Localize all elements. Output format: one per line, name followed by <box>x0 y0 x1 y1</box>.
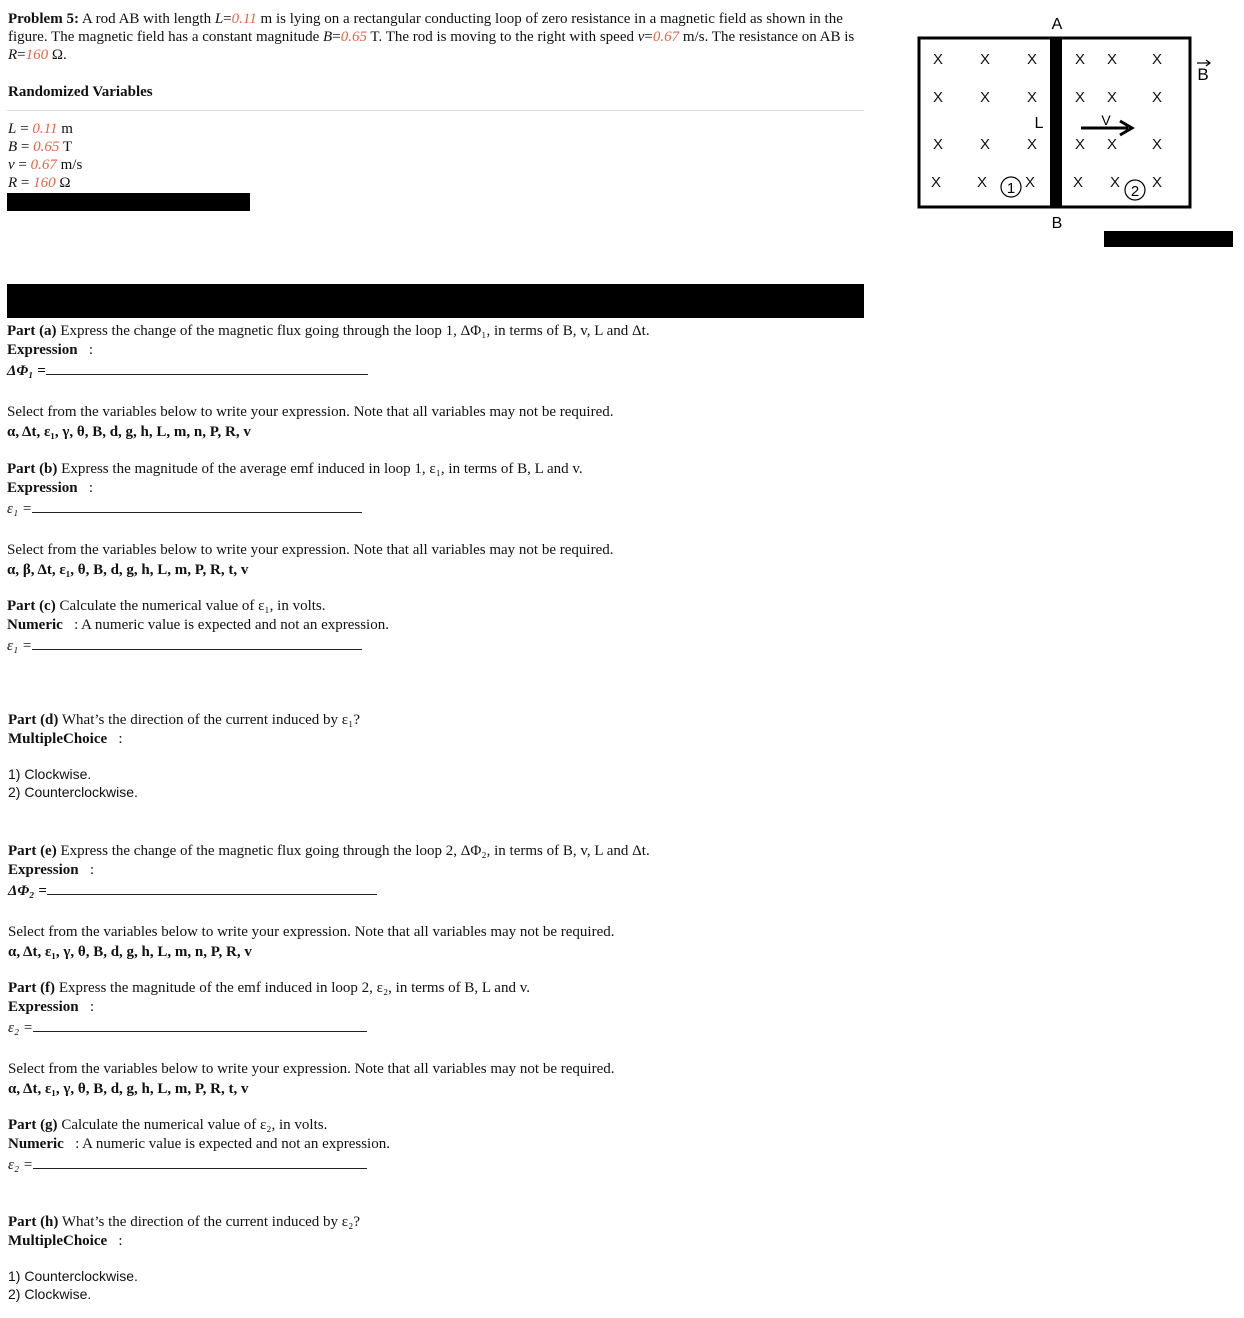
var-value: 160 <box>25 47 49 63</box>
part-label: Part (e) <box>8 843 57 859</box>
part-question: Calculate the numerical value of ε₁, in volts. <box>59 598 326 614</box>
x-mark: X <box>1026 136 1038 153</box>
part-label: Part (b) <box>7 461 58 477</box>
variables-note: Select from the variables below to write your expression. Note that all variables may not be required. <box>7 542 614 558</box>
x-mark: X <box>1072 174 1084 191</box>
x-mark: X <box>1074 51 1086 68</box>
field-label: B <box>1197 65 1209 84</box>
answer-label: ε₂ = <box>8 1157 33 1173</box>
problem-text: m is lying on a rectangular conducting loop of zero resistance in a magnetic field as shown in the figure. The magnetic field has a constant magnitude <box>8 11 843 45</box>
redaction-bar <box>7 193 250 211</box>
choice-option[interactable]: 1) Clockwise. <box>8 766 92 782</box>
problem-label: Problem 5: <box>8 11 79 27</box>
part-f: Part (f) Express the magnitude of the emf induced in loop 2, ε₂, in terms of B, L and v. Expression : ε₂ = Select from the variables below to write your expression. Note that all variables may not be required. α, Δt, ε₁, γ, θ, B, d, g, h, L, m, P, R, t, v <box>8 979 878 1099</box>
rod-ab <box>1050 38 1062 207</box>
x-mark: X <box>1151 89 1163 106</box>
randomized-heading: Randomized Variables <box>8 84 153 100</box>
answer-field[interactable] <box>32 498 362 513</box>
part-question: Express the change of the magnetic flux going through the loop 2, ΔΦ₂, in terms of B, v, L and Δt. <box>60 843 650 859</box>
part-label: Part (a) <box>7 323 57 339</box>
x-mark: X <box>1024 174 1036 191</box>
x-mark: X <box>979 136 991 153</box>
problem-text: T. The rod is moving to the right with speed <box>370 29 634 45</box>
x-mark: X <box>1106 136 1118 153</box>
answer-type: Expression <box>7 342 78 358</box>
var-symbol: v <box>637 29 645 45</box>
choice-option[interactable]: 1) Counterclockwise. <box>8 1268 138 1284</box>
randomized-item: v = 0.67 m/s <box>8 157 83 173</box>
answer-type-note: : A numeric value is expected and not an expression. <box>74 617 389 633</box>
part-e: Part (e) Express the change of the magnetic flux going through the loop 2, ΔΦ₂, in terms of B, v, L and Δt. Expression : ΔΦ₂ = Select from the variables below to write your expression. Note that all variables may not be required. α, Δt, ε₁, γ, θ, B, d, g, h, L, m, n, P, R, v <box>8 842 878 962</box>
problem-text: m/s. The resistance on AB is <box>682 29 855 45</box>
answer-label: ε₁ = <box>7 638 32 654</box>
part-question: Express the magnitude of the emf induced in loop 2, ε₂, in terms of B, L and v. <box>58 980 530 996</box>
x-mark: X <box>1151 136 1163 153</box>
answer-type-note: : A numeric value is expected and not an expression. <box>75 1136 390 1152</box>
answer-type: Expression <box>7 480 78 496</box>
var-symbol: B <box>323 29 333 45</box>
x-mark: X <box>932 136 944 153</box>
var-unit: T <box>62 139 73 155</box>
answer-type: MultipleChoice <box>8 731 108 747</box>
part-h: Part (h) What’s the direction of the current induced by ε₂? MultipleChoice : 1) Counterclockwise. 2) Clockwise. <box>8 1213 878 1303</box>
answer-label: ΔΦ₁ = <box>7 363 46 379</box>
equals: = <box>223 11 232 27</box>
answer-field[interactable] <box>32 635 362 650</box>
var-value: 0.67 <box>30 157 57 173</box>
label-a: A <box>1051 16 1063 33</box>
x-mark: X <box>1106 51 1118 68</box>
part-question: Calculate the numerical value of ε₂, in volts. <box>61 1117 328 1133</box>
x-mark: X <box>976 174 988 191</box>
part-b: Part (b) Express the magnitude of the average emf induced in loop 1, ε₁, in terms of B, L and v. Expression : ε₁ = Select from the variables below to write your expression. Note that all variables may not be required. α, β, Δt, ε₁, θ, B, d, g, h, L, m, P, R, t, v <box>7 460 877 580</box>
loop-2-label: 2 <box>1130 183 1140 200</box>
answer-type: Expression <box>8 862 79 878</box>
variables-list: α, Δt, ε₁, γ, θ, B, d, g, h, L, m, n, P, R, v <box>7 424 251 440</box>
x-mark: X <box>930 174 942 191</box>
var-symbol: L <box>8 121 17 137</box>
var-value: 0.65 <box>340 29 367 45</box>
randomized-item: R = 160 Ω <box>8 175 71 191</box>
answer-type: Numeric <box>7 617 63 633</box>
choice-option[interactable]: 2) Counterclockwise. <box>8 784 138 800</box>
part-label: Part (c) <box>7 598 56 614</box>
answer-label: ε₂ = <box>8 1020 33 1036</box>
variables-note: Select from the variables below to write your expression. Note that all variables may not be required. <box>8 1061 615 1077</box>
part-question: What’s the direction of the current induced by ε₁? <box>61 712 360 728</box>
loop-1-label: 1 <box>1006 180 1016 197</box>
divider <box>7 110 864 111</box>
variables-list: α, β, Δt, ε₁, θ, B, d, g, h, L, m, P, R, t, v <box>7 562 249 578</box>
x-mark: X <box>1106 89 1118 106</box>
var-symbol: v <box>8 157 15 173</box>
x-mark: X <box>979 51 991 68</box>
problem-text: Ω. <box>51 47 67 63</box>
answer-type: Expression <box>8 999 79 1015</box>
x-mark: X <box>932 51 944 68</box>
var-value: 160 <box>33 175 56 191</box>
variables-note: Select from the variables below to write your expression. Note that all variables may not be required. <box>8 924 615 940</box>
problem-text: A rod AB with length <box>81 11 212 27</box>
label-v: V <box>1101 112 1111 128</box>
var-value: 0.65 <box>33 139 60 155</box>
part-g <box>8 1116 878 1175</box>
x-mark: X <box>1026 51 1038 68</box>
part-label: Part (f) <box>8 980 56 996</box>
part-c <box>7 597 877 656</box>
x-mark: X <box>1074 89 1086 106</box>
var-symbol: L <box>214 11 224 27</box>
x-mark: X <box>932 89 944 106</box>
x-mark: X <box>1074 136 1086 153</box>
answer-label: ε₁ = <box>7 501 32 517</box>
field-x-marks <box>931 51 1162 191</box>
answer-field[interactable] <box>33 1017 367 1032</box>
x-mark: X <box>1151 174 1163 191</box>
x-mark: X <box>979 89 991 106</box>
var-symbol: R <box>8 175 18 191</box>
var-unit: m/s <box>60 157 83 173</box>
answer-field[interactable] <box>33 1154 367 1169</box>
answer-label: ΔΦ₂ = <box>8 883 47 899</box>
part-label: Part (d) <box>8 712 59 728</box>
problem-statement <box>8 10 868 64</box>
var-value: 0.67 <box>652 29 680 45</box>
label-b: B <box>1051 215 1063 232</box>
answer-field[interactable] <box>47 880 377 895</box>
var-unit: Ω <box>59 175 71 191</box>
var-symbol: R <box>8 47 18 63</box>
variables-list: α, Δt, ε₁, γ, θ, B, d, g, h, L, m, n, P, R, v <box>8 944 252 960</box>
variables-list: α, Δt, ε₁, γ, θ, B, d, g, h, L, m, P, R, t, v <box>8 1081 249 1097</box>
part-label: Part (h) <box>8 1214 59 1230</box>
part-question: Express the change of the magnetic flux going through the loop 1, ΔΦ₁, in terms of B, v, L and Δt. <box>60 323 650 339</box>
choice-option[interactable]: 2) Clockwise. <box>8 1286 92 1302</box>
label-l: L <box>1034 115 1044 132</box>
variables-note: Select from the variables below to write your expression. Note that all variables may not be required. <box>7 404 614 420</box>
circuit-figure <box>916 10 1216 240</box>
answer-type: MultipleChoice <box>8 1233 108 1249</box>
answer-type: Numeric <box>8 1136 64 1152</box>
equals: = <box>644 29 653 45</box>
x-mark: X <box>1026 89 1038 106</box>
x-mark: X <box>1109 174 1121 191</box>
var-unit: m <box>61 121 73 137</box>
part-d: Part (d) What’s the direction of the current induced by ε₁? MultipleChoice : 1) Clockwise. 2) Counterclockwise. <box>8 711 878 801</box>
part-label: Part (g) <box>8 1117 58 1133</box>
part-question: What’s the direction of the current induced by ε₂? <box>61 1214 360 1230</box>
equals: = <box>17 47 26 63</box>
part-a: Part (a) Express the change of the magnetic flux going through the loop 1, ΔΦ₁, in terms of B, v, L and Δt. Expression : ΔΦ₁ = Select from the variables below to write your expression. Note that all variables may not be required. α, Δt, ε₁, γ, θ, B, d, g, h, L, m, n, P, R, v <box>7 322 877 442</box>
part-question: Express the magnitude of the average emf induced in loop 1, ε₁, in terms of B, L and v. <box>61 461 583 477</box>
var-symbol: B <box>8 139 18 155</box>
randomized-item: B = 0.65 T <box>8 139 73 155</box>
randomized-item: L = 0.11 m <box>8 121 73 137</box>
randomized-list <box>8 120 82 192</box>
redaction-bar <box>7 284 864 318</box>
equals: = <box>332 29 341 45</box>
answer-field[interactable] <box>46 360 368 375</box>
var-value: 0.11 <box>231 11 257 27</box>
var-value: 0.11 <box>32 121 58 137</box>
x-mark: X <box>1151 51 1163 68</box>
